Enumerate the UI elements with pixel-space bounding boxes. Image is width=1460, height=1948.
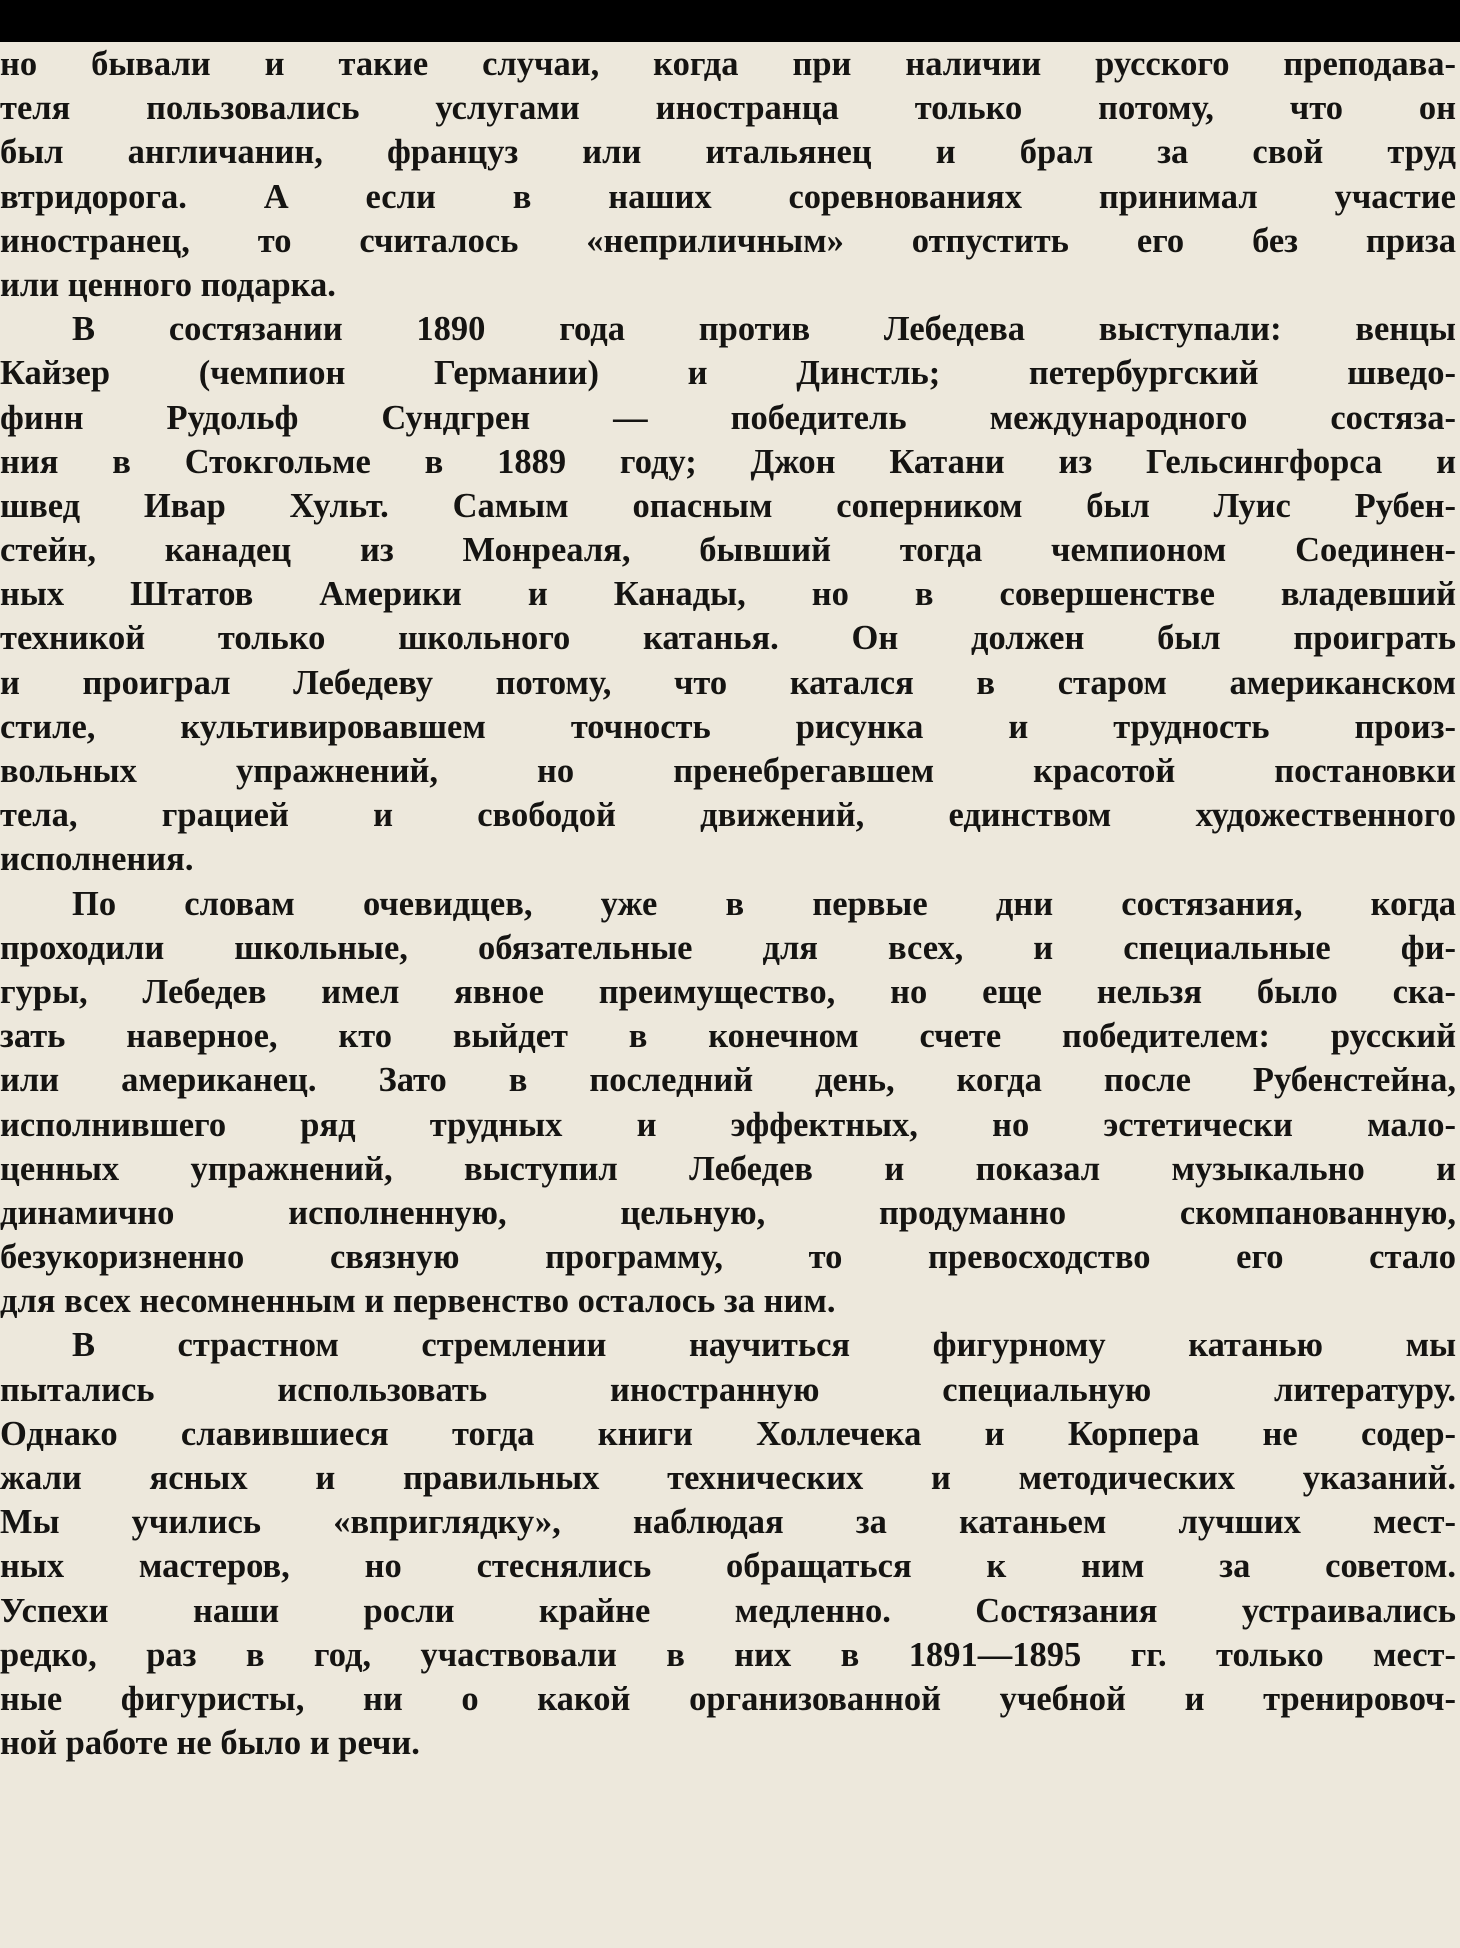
text-line: безукоризненно связную программу, то превосходство его стало <box>0 1238 1456 1277</box>
text-line: В страстном стремлении научиться фигурному катанью мы <box>72 1326 1456 1365</box>
text-line: техникой только школьного катанья. Он должен был проиграть <box>0 619 1456 658</box>
text-line: ной работе не было и речи. <box>0 1724 420 1763</box>
paragraph <box>0 882 1460 1324</box>
text-line: теля пользовались услугами иностранца только потому, что он <box>0 89 1456 128</box>
paragraph <box>0 1323 1460 1765</box>
paragraph <box>0 42 1460 307</box>
text-line: стиле, культивировавшем точность рисунка и трудность произ- <box>0 707 1456 746</box>
text-line: исполнения. <box>0 840 194 879</box>
text-line: для всех несомненным и первенство осталось за ним. <box>0 1282 836 1321</box>
text-line: ных мастеров, но стеснялись обращаться к ним за советом. <box>0 1547 1456 1586</box>
book-page <box>0 42 1460 1948</box>
text-line: или американец. Зато в последний день, когда после Рубенстейна, <box>0 1061 1456 1100</box>
text-line: жали ясных и правильных технических и методических указаний. <box>0 1459 1456 1497</box>
text-line: Мы учились «вприглядку», наблюдая за катаньем лучших мест- <box>0 1503 1456 1542</box>
text-line: динамично исполненную, цельную, продуманно скомпанованную, <box>0 1193 1456 1232</box>
text-line: но бывали и такие случаи, когда при наличии русского преподава- <box>0 45 1456 83</box>
text-line: ценных упражнений, выступил Лебедев и показал музыкально и <box>0 1149 1456 1188</box>
text-line: Кайзер (чемпион Германии) и Динстль; петербургский шведо- <box>0 354 1456 393</box>
text-line: пытались использовать иностранную специальную литературу. <box>0 1370 1456 1409</box>
text-line: зать наверное, кто выйдет в конечном счете победителем: русский <box>0 1017 1456 1056</box>
text-line: и проиграл Лебедеву потому, что катался в старом американском <box>0 663 1456 702</box>
text-line: или ценного подарка. <box>0 265 336 304</box>
text-line: втридорога. А если в наших соревнованиях принимал участие <box>0 177 1456 216</box>
text-line: гуры, Лебедев имел явное преимущество, но еще нельзя было ска- <box>0 972 1456 1011</box>
text-line: По словам очевидцев, уже в первые дни состязания, когда <box>72 884 1456 923</box>
text-line: Однако славившиеся тогда книги Холлечека и Корпера не содер- <box>0 1414 1456 1453</box>
text-line: иностранец, то считалось «неприличным» отпустить его без приза <box>0 221 1456 260</box>
paragraph <box>0 307 1460 881</box>
text-line: финн Рудольф Сундгрен — победитель международного состяза- <box>0 398 1456 437</box>
text-line: вольных упражнений, но пренебрегавшем красотой постановки <box>0 752 1456 790</box>
text-line: ные фигуристы, ни о какой организованной учебной и тренировоч- <box>0 1679 1456 1718</box>
text-line: был англичанин, француз или итальянец и брал за свой труд <box>0 133 1456 172</box>
page-text <box>0 42 1460 1765</box>
text-line: исполнившего ряд трудных и эффектных, но эстетически мало- <box>0 1105 1456 1144</box>
text-line: ных Штатов Америки и Канады, но в совершенстве владевший <box>0 575 1456 614</box>
text-line: В состязании 1890 года против Лебедева выступали: венцы <box>72 310 1456 349</box>
text-line: ния в Стокгольме в 1889 году; Джон Катани из Гельсингфорса и <box>0 442 1456 481</box>
text-line: стейн, канадец из Монреаля, бывший тогда чемпионом Соединен- <box>0 531 1456 570</box>
text-line: редко, раз в год, участвовали в них в 1891—1895 гг. только мест- <box>0 1635 1456 1674</box>
text-line: Успехи наши росли крайне медленно. Состязания устраивались <box>0 1591 1456 1630</box>
text-line: проходили школьные, обязательные для всех, и специальные фи- <box>0 928 1456 967</box>
text-line: швед Ивар Хульт. Самым опасным соперником был Луис Рубен- <box>0 486 1456 525</box>
text-line: тела, грацией и свободой движений, единством художественного <box>0 796 1456 835</box>
top-black-border <box>0 0 1460 42</box>
